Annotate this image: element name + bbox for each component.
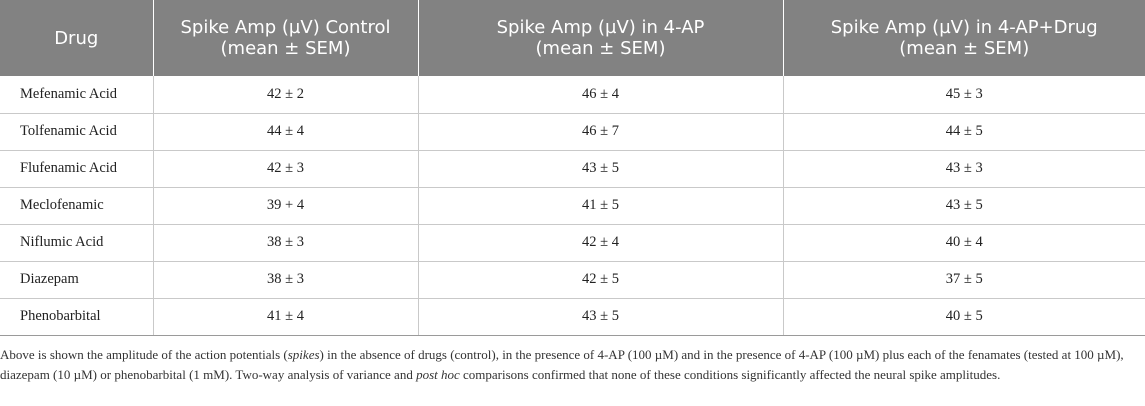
header-4ap-drug [783,0,1145,76]
header-4ap [418,0,783,76]
cell-control: 39 + 4 [153,187,418,224]
footnote-part3: comparisons confirmed that none of these conditions significantly affected the neural spike amplitudes. [459,367,1001,382]
header-control-line1: Spike Amp (µV) Control [180,17,391,38]
cell-4ap: 43 ± 5 [418,298,783,335]
footnote-part2: ) in the absence of drugs (control), in the presence of 4-AP (100 µM) and in the presence of 4-AP (100 µM) plus each of the fenamates (tested at 100 µM), diazepam (10 µM) or phenobarbital (1 mM). Two-way analysis of variance and [0,347,1124,382]
table-row [0,261,1145,298]
table-footnote [0,345,1145,385]
header-control-line2: (mean ± SEM) [220,38,351,59]
footnote-italic-post-hoc: post hoc [416,367,460,382]
footnote-part1: Above is shown the amplitude of the action potentials ( [0,347,288,362]
cell-4ap-drug: 44 ± 5 [783,113,1145,150]
cell-4ap: 46 ± 7 [418,113,783,150]
cell-control: 41 ± 4 [153,298,418,335]
header-control [153,0,418,76]
header-4ap-drug-line2: (mean ± SEM) [899,38,1030,59]
cell-4ap: 43 ± 5 [418,150,783,187]
cell-drug: Flufenamic Acid [0,150,153,187]
cell-4ap-drug: 43 ± 5 [783,187,1145,224]
cell-drug: Tolfenamic Acid [0,113,153,150]
cell-control: 38 ± 3 [153,261,418,298]
cell-control: 38 ± 3 [153,224,418,261]
cell-4ap-drug: 40 ± 4 [783,224,1145,261]
header-drug [0,0,153,76]
cell-control: 42 ± 3 [153,150,418,187]
header-row [0,0,1145,76]
cell-drug: Mefenamic Acid [0,76,153,113]
cell-drug: Meclofenamic [0,187,153,224]
header-4ap-line1: Spike Amp (µV) in 4-AP [496,17,705,38]
cell-drug: Diazepam [0,261,153,298]
header-4ap-line2: (mean ± SEM) [535,38,666,59]
table-row [0,76,1145,113]
header-drug-line1: Drug [54,27,99,49]
cell-4ap-drug: 37 ± 5 [783,261,1145,298]
cell-4ap-drug: 40 ± 5 [783,298,1145,335]
cell-drug: Phenobarbital [0,298,153,335]
header-4ap-drug-line1: Spike Amp (µV) in 4-AP+Drug [830,17,1098,38]
table-body [0,76,1145,335]
table-row [0,298,1145,335]
cell-control: 42 ± 2 [153,76,418,113]
cell-4ap: 46 ± 4 [418,76,783,113]
cell-drug: Niflumic Acid [0,224,153,261]
footnote-italic-spikes: spikes [287,347,320,362]
cell-4ap-drug: 43 ± 3 [783,150,1145,187]
table-row [0,150,1145,187]
table-row [0,113,1145,150]
table-row [0,224,1145,261]
table-row [0,187,1145,224]
cell-4ap: 42 ± 5 [418,261,783,298]
table-header [0,0,1145,76]
cell-4ap-drug: 45 ± 3 [783,76,1145,113]
cell-4ap: 42 ± 4 [418,224,783,261]
cell-4ap: 41 ± 5 [418,187,783,224]
cell-control: 44 ± 4 [153,113,418,150]
